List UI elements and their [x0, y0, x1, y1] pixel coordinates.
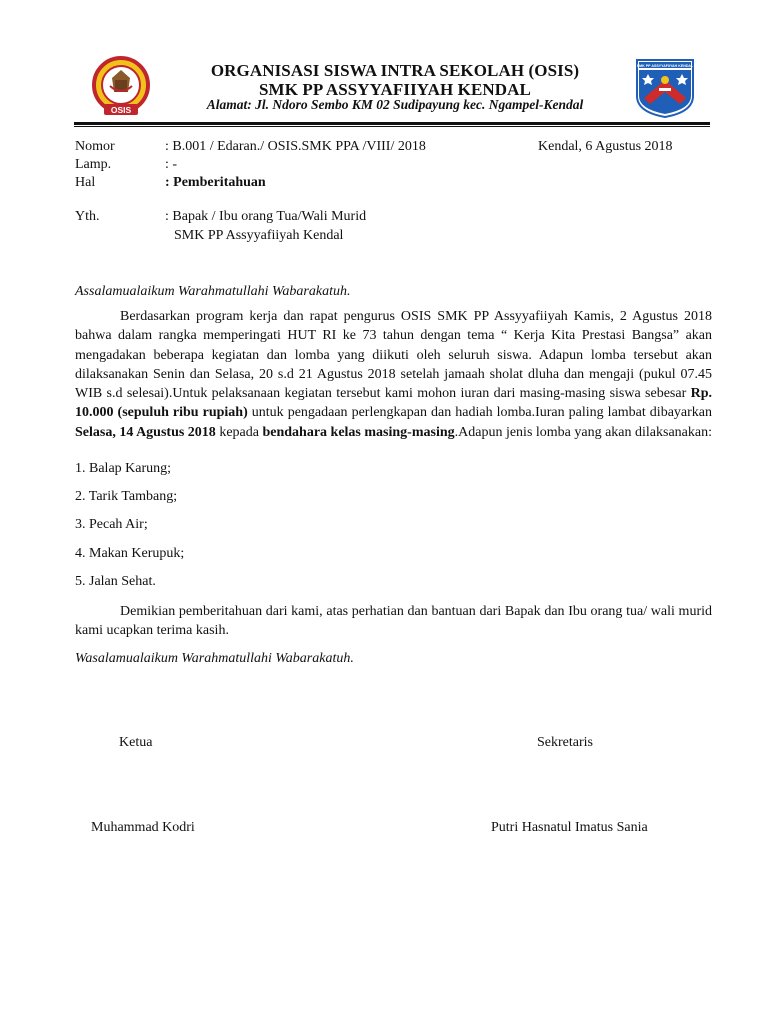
school-address: Alamat: Jl. Ndoro Sembo KM 02 Sudipayung kec. Ngampel-Kendal	[206, 97, 584, 112]
main-paragraph-text-2: untuk pengadaan perlengkapan dan hadiah lomba.Iuran paling lambat dibayarkan	[247, 405, 712, 421]
yth-label: Yth.	[75, 209, 100, 224]
nomor-label: Nomor	[75, 139, 115, 154]
payment-deadline: Selasa, 14 Agustus 2018	[75, 424, 216, 440]
lamp-label: Lamp.	[75, 157, 112, 172]
letter-date: Kendal, 6 Agustus 2018	[538, 139, 673, 154]
osis-logo	[90, 56, 152, 118]
school-shield-logo	[634, 58, 696, 118]
yth-recipient: : Bapak / Ibu orang Tua/Wali Murid	[165, 209, 367, 224]
salam-closing: Wasalamualaikum Warahmatullahi Wabarakatuh.	[75, 651, 354, 666]
osis-logo-text: OSIS	[110, 105, 132, 115]
header-divider-thin	[74, 126, 710, 127]
header-divider-thick	[74, 122, 710, 125]
payment-recipient: bendahara kelas masing-masing	[262, 424, 455, 440]
signature-name-sekretaris: Putri Hasnatul Imatus Sania	[491, 820, 648, 835]
list-item: 1. Balap Karung;	[75, 461, 172, 476]
main-paragraph	[75, 307, 712, 442]
school-name-heading: SMK PP ASSYYAFIIYAH KENDAL	[259, 80, 531, 99]
lamp-value: : -	[165, 157, 178, 172]
salam-opening: Assalamualaikum Warahmatullahi Wabarakatuh.	[75, 284, 351, 299]
school-shield-text: SMK PP ASSYYAFIIYAH KENDAL	[636, 64, 694, 68]
list-item: 4. Makan Kerupuk;	[75, 546, 185, 561]
main-paragraph-text-3: kepada	[215, 424, 263, 440]
yth-recipient-school: SMK PP Assyyafiiyah Kendal	[174, 228, 344, 243]
hal-value: : Pemberitahuan	[165, 175, 266, 190]
org-name-heading: ORGANISASI SISWA INTRA SEKOLAH (OSIS)	[210, 61, 580, 80]
main-paragraph-text: Berdasarkan program kerja dan rapat pengurus OSIS SMK PP Assyyafiiyah Kamis, 2 Agustus 2018 bahwa dalam rangka memperingati HUT RI ke 73 tahun dengan tema “ Kerja Kita Prestasi Bangsa” akan mengadakan beberapa kegiatan dan lomba yang diikuti oleh seluruh siswa. Adapun lomba tersebut akan dilaksanakan Senin dan Selasa, 20 s.d 21 Agustus 2018 setelah jamaah sholat dluha dan mengaji (pukul 07.45 WIB s.d selesai).Untuk pelaksanaan kegiatan tersebut kami mohon iuran dari masing-masing siswa sebesar	[75, 309, 712, 402]
closing-paragraph: Demikian pemberitahuan dari kami, atas perhatian dan bantuan dari Bapak dan Ibu orang tua/ wali murid kami ucapkan terima kasih.	[75, 604, 712, 639]
main-paragraph-text-4: .Adapun jenis lomba yang akan dilaksanakan:	[454, 424, 712, 440]
signature-role-ketua: Ketua	[119, 735, 153, 750]
hal-label: Hal	[75, 175, 96, 190]
signature-name-ketua: Muhammad Kodri	[91, 820, 195, 835]
list-item: 5. Jalan Sehat.	[75, 574, 156, 589]
list-item: 2. Tarik Tambang;	[75, 489, 178, 504]
signature-role-sekretaris: Sekretaris	[537, 735, 593, 750]
nomor-value: : B.001 / Edaran./ OSIS.SMK PPA /VIII/ 2018	[165, 139, 426, 154]
fee-amount: Rp. 10.000 (sepuluh ribu rupiah)	[75, 386, 712, 421]
list-item: 3. Pecah Air;	[75, 517, 148, 532]
